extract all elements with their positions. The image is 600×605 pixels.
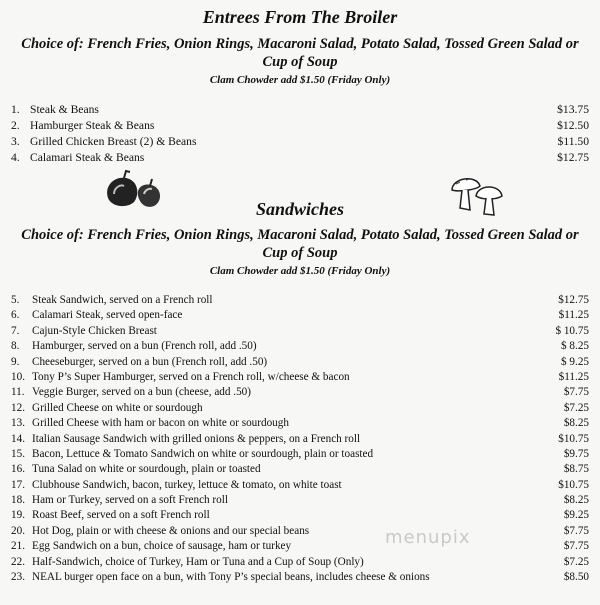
menu-item-name: Cajun-Style Chicken Breast <box>32 324 157 337</box>
menu-item-number: 13. <box>11 417 25 430</box>
menu-item-name: Half-Sandwich, choice of Turkey, Ham or Tuna and a Cup of Soup (Only) <box>32 555 364 568</box>
menu-item-price: $13.75 <box>557 103 589 116</box>
menu-item <box>11 355 589 370</box>
menu-item-name: Hot Dog, plain or with cheese & onions and our special beans <box>32 524 310 537</box>
menu-item-name: Bacon, Lettuce & Tomato Sandwich on white or sourdough, plain or toasted <box>32 447 374 460</box>
menu-item-label <box>11 432 360 447</box>
menu-item <box>11 134 589 150</box>
menu-item-price: $ 8.25 <box>561 340 589 353</box>
menu-item-label <box>11 447 373 462</box>
menu-item-name: Steak & Beans <box>30 103 99 116</box>
menu-item <box>11 339 589 354</box>
menu-item-name: Hamburger, served on a bun (French roll, add .50) <box>32 340 257 353</box>
menu-item <box>11 385 589 400</box>
menu-item-name: Egg Sandwich on a bun, choice of sausage, ham or turkey <box>32 540 292 553</box>
menu-item-price: $8.75 <box>563 463 589 476</box>
menu-item <box>11 370 589 385</box>
broiler-choice-line1: Choice of: French Fries, Onion Rings, Macaroni Salad, Potato Salad, Tossed Green Salad or <box>21 36 579 52</box>
menu-item-name: Tuna Salad on white or sourdough, plain or toasted <box>32 463 261 476</box>
menu-item-price: $10.75 <box>558 478 589 491</box>
menu-item-label <box>11 150 144 166</box>
menu-item <box>11 293 589 308</box>
menu-item-label <box>11 339 257 354</box>
menu-item-name: Clubhouse Sandwich, bacon, turkey, lettuce & tomato, on white toast <box>32 478 342 491</box>
menu-item-number: 11. <box>11 386 25 399</box>
menu-item-number: 21. <box>11 540 25 553</box>
menu-item-number: 15. <box>11 447 25 460</box>
menu-item <box>11 493 589 508</box>
menu-item-label <box>11 118 154 134</box>
watermark: menupix <box>385 527 471 548</box>
menu-item-label <box>11 355 267 370</box>
menu-item-price: $7.75 <box>563 540 589 553</box>
menu-item-price: $9.25 <box>563 509 589 522</box>
menu-item-price: $12.50 <box>557 119 589 132</box>
menu-item-name: Grilled Cheese on white or sourdough <box>32 401 203 414</box>
menu-item-number: 3. <box>11 135 20 148</box>
menu-item-label <box>11 508 210 523</box>
menu-item-number: 2. <box>11 119 20 132</box>
menu-item <box>11 462 589 477</box>
menu-item-price: $7.75 <box>563 386 589 399</box>
menu-item-label <box>11 555 364 570</box>
broiler-item-list <box>11 102 589 166</box>
menu-item-name: Hamburger Steak & Beans <box>30 119 155 132</box>
menu-item <box>11 555 589 570</box>
menu-item-name: Grilled Chicken Breast (2) & Beans <box>30 135 197 148</box>
menu-item-name: Roast Beef, served on a soft French roll <box>32 509 210 522</box>
menu-item-label <box>11 570 430 585</box>
menu-item-label <box>11 102 99 118</box>
menu-item-number: 16. <box>11 463 25 476</box>
menu-item-number: 14. <box>11 432 25 445</box>
menu-item-label <box>11 478 342 493</box>
menu-item <box>11 308 589 323</box>
menu-item-name: Calamari Steak & Beans <box>30 151 145 164</box>
menu-item-name: Tony P’s Super Hamburger, served on a French roll, w/cheese & bacon <box>32 370 350 383</box>
menu-item-price: $8.25 <box>563 417 589 430</box>
menu-item <box>11 570 589 585</box>
menu-item-name: Grilled Cheese with ham or bacon on white or sourdough <box>32 417 289 430</box>
sandwich-item-list <box>11 293 589 585</box>
menu-item-price: $11.25 <box>558 370 589 383</box>
menu-item-number: 8. <box>11 340 20 353</box>
menu-item-name: Veggie Burger, served on a bun (cheese, add .50) <box>32 386 251 399</box>
menu-item-number: 19. <box>11 509 25 522</box>
menu-item-number: 12. <box>11 401 25 414</box>
menu-item-number: 23. <box>11 571 25 584</box>
menu-item-name: Ham or Turkey, served on a soft French roll <box>32 494 228 507</box>
menu-item-label <box>11 539 291 554</box>
menu-item <box>11 478 589 493</box>
menu-item-price: $9.75 <box>563 447 589 460</box>
menu-item-price: $8.25 <box>563 494 589 507</box>
menu-item-price: $12.75 <box>557 151 589 164</box>
menu-item-number: 9. <box>11 355 20 368</box>
menu-item <box>11 432 589 447</box>
menu-item-number: 4. <box>11 151 20 164</box>
menu-item-label <box>11 134 196 150</box>
menu-item-name: NEAL burger open face on a bun, with Tony P’s special beans, includes cheese & onions <box>32 571 430 584</box>
menu-item-label <box>11 524 309 539</box>
menu-item-name: Cheeseburger, served on a bun (French roll, add .50) <box>32 355 268 368</box>
menu-item-price: $ 10.75 <box>555 324 589 337</box>
menu-item-price: $10.75 <box>558 432 589 445</box>
sandwiches-choice-line1: Choice of: French Fries, Onion Rings, Macaroni Salad, Potato Salad, Tossed Green Salad or <box>21 227 579 243</box>
menu-item-price: $7.25 <box>563 401 589 414</box>
menu-item <box>11 508 589 523</box>
menu-item-price: $11.25 <box>558 309 589 322</box>
menu-item-number: 20. <box>11 524 25 537</box>
broiler-title: Entrees From The Broiler <box>202 7 398 27</box>
menu-item-label <box>11 462 261 477</box>
menu-item-price: $12.75 <box>558 294 589 306</box>
menu-item <box>11 447 589 462</box>
broiler-choice-line2: Cup of Soup <box>262 54 338 70</box>
menu-item <box>11 524 589 539</box>
menu-item-number: 6. <box>11 309 20 322</box>
menu-item <box>11 102 589 118</box>
menu-item-label <box>11 308 182 323</box>
menu-item-label <box>11 416 289 431</box>
broiler-note: Clam Chowder add $1.50 (Friday Only) <box>209 74 391 86</box>
menu-item <box>11 539 589 554</box>
menu-item-price: $11.50 <box>557 135 589 148</box>
menu-item-number: 22. <box>11 555 25 568</box>
menu-item-name: Steak Sandwich, served on a French roll <box>32 294 213 306</box>
menu-item-name: Calamari Steak, served open-face <box>32 309 183 322</box>
menu-item-name: Italian Sausage Sandwich with grilled onions & peppers, on a French roll <box>32 432 361 445</box>
menu-item-price: $7.25 <box>563 555 589 568</box>
menu-item <box>11 118 589 134</box>
menu-item-label <box>11 293 213 308</box>
menu-item-price: $ 9.25 <box>561 355 589 368</box>
menu-item-price: $8.50 <box>563 571 589 584</box>
menu-item <box>11 416 589 431</box>
menu-item-label <box>11 401 203 416</box>
menu-item-number: 18. <box>11 494 25 507</box>
menu-item-label <box>11 493 228 508</box>
menu-item <box>11 324 589 339</box>
menu-item-price: $7.75 <box>563 524 589 537</box>
menu-item-number: 5. <box>11 294 20 306</box>
menu-item-label <box>11 324 157 339</box>
menu-item-number: 17. <box>11 478 25 491</box>
menu-item-number: 1. <box>11 103 20 116</box>
menu-item <box>11 401 589 416</box>
menu-item-number: 10. <box>11 370 25 383</box>
sandwiches-choice-line2: Cup of Soup <box>262 245 338 261</box>
sandwiches-title: Sandwiches <box>255 199 345 219</box>
menu-item <box>11 150 589 166</box>
menu-item-label <box>11 370 350 385</box>
sandwiches-note: Clam Chowder add $1.50 (Friday Only) <box>209 265 391 277</box>
menu-item-number: 7. <box>11 324 20 337</box>
menu-item-label <box>11 385 251 400</box>
